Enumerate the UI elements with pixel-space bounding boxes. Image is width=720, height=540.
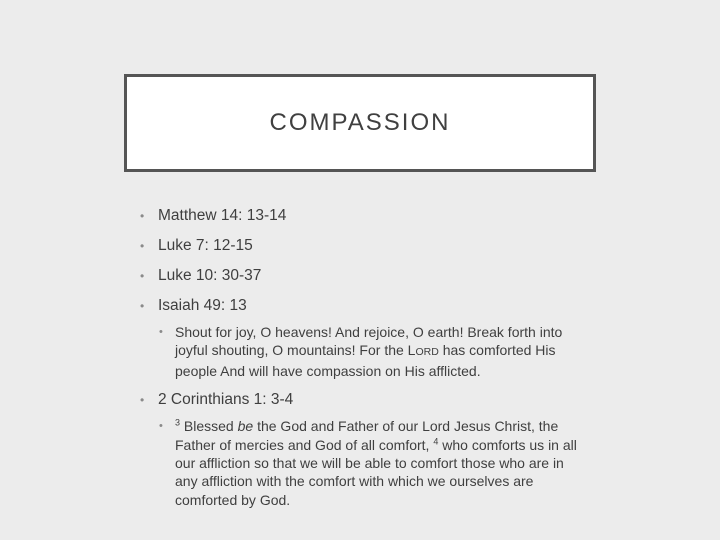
- sub-bullet-icon: •: [159, 420, 163, 433]
- bullet-item: [140, 267, 590, 285]
- bullet-icon: •: [140, 299, 145, 313]
- bullet-icon: •: [140, 393, 145, 408]
- bullet-text: Luke 10: 30-37: [158, 267, 262, 284]
- bullet-text: Matthew 14: 13-14: [158, 207, 287, 224]
- verse-number: 3: [175, 417, 181, 428]
- quote-text-part1: Shout for joy, O heavens! And rejoice, O earth! Break forth into joyful shouting, O mountains! For the L: [175, 324, 563, 359]
- slide-content: [140, 207, 590, 521]
- corinthians-quote: [140, 417, 590, 509]
- verse3-text-b: the God and Father of our Lord Jesus Christ, the Father of mercies and God of all comfort,: [175, 418, 559, 453]
- bullet-item: [140, 237, 590, 255]
- verse4-text: who comforts us in all our affliction so that we will be able to comfort those who are in any affliction with the comfort with which we ourselves are comforted by God.: [175, 436, 577, 508]
- bullet-item: [140, 391, 590, 409]
- bullet-icon: •: [140, 239, 145, 253]
- bullet-icon: •: [140, 269, 145, 283]
- bullet-text: 2 Corinthians 1: 3-4: [158, 391, 294, 409]
- verse3-italic: be: [237, 418, 254, 435]
- quote-text-part2: has comforted His people And will have compassion on His afflicted.: [175, 342, 556, 379]
- bullet-text: Isaiah 49: 13: [158, 297, 247, 314]
- quote-smallcaps: ORD: [415, 346, 439, 359]
- bullet-text: Luke 7: 12-15: [158, 237, 253, 254]
- bullet-item: [140, 297, 590, 315]
- isaiah-quote: [140, 323, 590, 380]
- bullet-item: [140, 207, 590, 225]
- slide-title: COMPASSION: [269, 109, 451, 136]
- title-box: [124, 74, 596, 172]
- verse-number: 4: [433, 435, 439, 446]
- verse3-text-a: Blessed: [183, 418, 238, 435]
- sub-bullet-icon: •: [159, 326, 163, 338]
- bullet-icon: •: [140, 209, 145, 223]
